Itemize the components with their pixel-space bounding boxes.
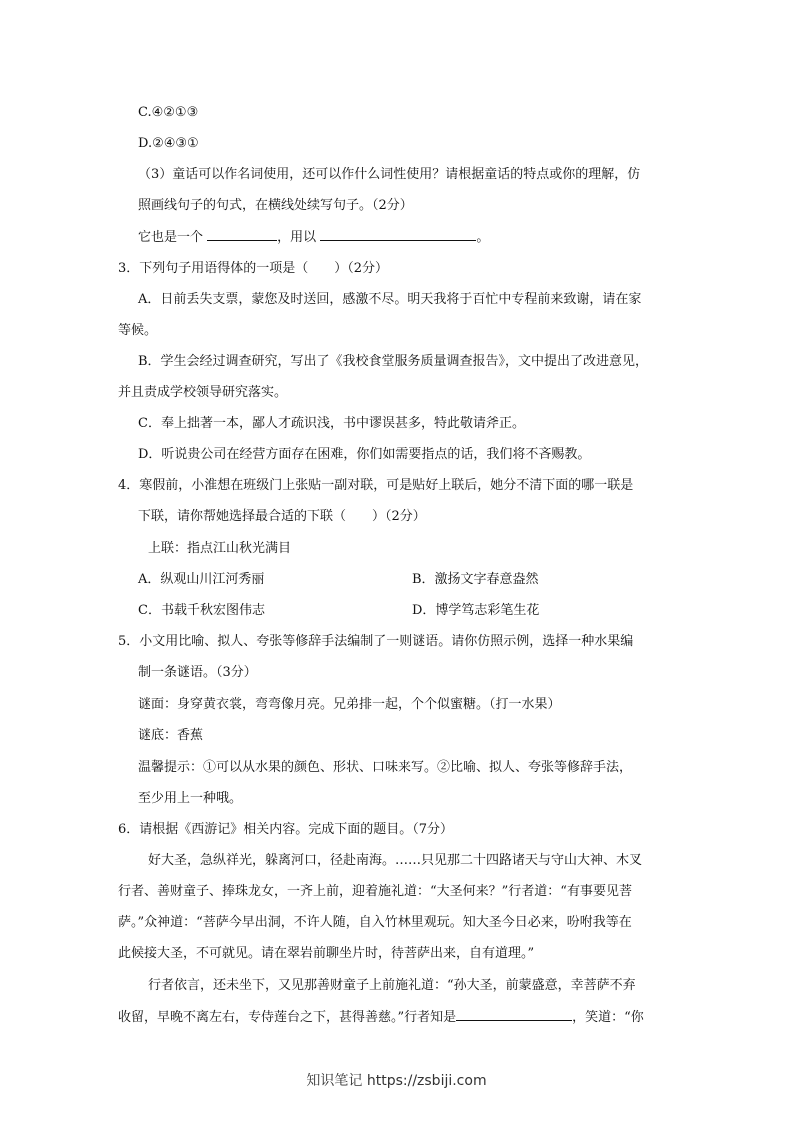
passage-text-before-blank: 收留，早晚不离左右，专侍莲台之下，甚得善慈。”行者知是 bbox=[118, 1010, 457, 1025]
q6-passage-p1-line2: 行者、善财童子、捧珠龙女，一齐上前，迎着施礼道：“大圣何来？”行者道：“有事要见菩 bbox=[118, 884, 632, 899]
q5-answer: 谜底：香蕉 bbox=[138, 728, 204, 743]
answer-blank-3[interactable] bbox=[456, 1008, 572, 1021]
q3-stem: 3．下列句子用语得体的一项是（ ）（2分） bbox=[118, 261, 389, 276]
fill-text-b: ，用以 bbox=[277, 230, 317, 245]
q3-option-a-line2: 等候。 bbox=[118, 323, 158, 338]
q3-option-d: D．听说贵公司在经营方面存在困难，你们如需要指点的话，我们将不吝赐教。 bbox=[138, 447, 591, 462]
q2-3-fill-line bbox=[138, 228, 489, 247]
passage-text-after-blank: ，笑道：“你 bbox=[572, 1010, 644, 1025]
answer-blank-1[interactable] bbox=[207, 228, 277, 241]
q6-passage-p2-line2 bbox=[118, 1008, 644, 1027]
q2-option-c: C.④②①③ bbox=[138, 105, 199, 120]
q6-passage-p1-line3: 萨。”众神道：“菩萨今早出洞，不许人随，自入竹林里观玩。知大圣今日必来，吩咐我等在 bbox=[118, 915, 632, 930]
q2-3-stem-line1: （3）童话可以作名词使用，还可以作什么词性使用？请根据童话的特点或你的理解，仿 bbox=[138, 167, 641, 182]
q5-stem-line1: 5．小文用比喻、拟人、夸张等修辞手法编制了一则谜语。请你仿照示例，选择一种水果编 bbox=[118, 634, 634, 649]
q4-option-b: B．激扬文字春意盎然 bbox=[412, 572, 539, 587]
q5-tip-line2: 至少用上一种哦。 bbox=[138, 791, 243, 806]
q3-option-a-line1: A．日前丢失支票，蒙您及时送回，感激不尽。明天我将于百忙中专程前来致谢，请在家 bbox=[138, 292, 642, 307]
q2-option-d: D.②④③① bbox=[138, 136, 199, 151]
footer-watermark: 知识笔记 https://zsbiji.com bbox=[306, 1073, 487, 1089]
q4-stem-line2: 下联，请你帮她选择最合适的下联（ ）（2分） bbox=[138, 509, 426, 524]
q3-option-b-line2: 并且责成学校领导研究落实。 bbox=[118, 385, 288, 400]
q3-option-c: C．奉上拙著一本，鄙人才疏识浅，书中谬误甚多，特此敬请斧正。 bbox=[138, 416, 525, 431]
fill-text-a: 它也是一个 bbox=[138, 230, 204, 245]
fill-text-c: 。 bbox=[476, 230, 490, 245]
q2-3-stem-line2: 照画线句子的句式，在横线处续写句子。（2分） bbox=[138, 198, 413, 213]
q4-stem-line1: 4．寒假前，小淮想在班级门上张贴一副对联，可是贴好上联后，她分不清下面的哪一联是 bbox=[118, 478, 634, 493]
q6-stem: 6．请根据《西游记》相关内容。完成下面的题目。（7分） bbox=[118, 822, 454, 837]
q4-option-d: D．博学笃志彩笔生花 bbox=[412, 603, 540, 618]
q4-upper-couplet: 上联：指点江山秋光满目 bbox=[148, 541, 292, 556]
q4-option-a: A．纵观山川江河秀丽 bbox=[138, 572, 265, 587]
q6-passage-p1-line4: 此候接大圣，不可就见。请在翠岩前聊坐片时，待菩萨出来，自有道理。” bbox=[118, 946, 535, 961]
q5-riddle: 谜面：身穿黄衣裳，弯弯像月亮。兄弟排一起，个个似蜜糖。（打一水果） bbox=[138, 697, 561, 712]
q6-passage-p2-line1: 行者依言，还未坐下，又见那善财童子上前施礼道：“孙大圣，前蒙盛意，幸菩萨不弃 bbox=[148, 978, 636, 993]
q4-option-c: C．书载千秋宏图伟志 bbox=[138, 603, 265, 618]
q6-passage-p1-line1: 好大圣，急纵祥光，躲离河口，径赴南海。……只见那二十四路诸天与守山大神、木叉 bbox=[148, 853, 643, 868]
q3-option-b-line1: B．学生会经过调查研究，写出了《我校食堂服务质量调查报告》，文中提出了改进意见， bbox=[138, 354, 649, 369]
answer-blank-2[interactable] bbox=[320, 228, 476, 241]
q5-stem-line2: 制一条谜语。（3分） bbox=[138, 665, 257, 680]
q5-tip-line1: 温馨提示：①可以从水果的颜色、形状、口味来写。②比喻、拟人、夸张等修辞手法， bbox=[138, 760, 633, 775]
